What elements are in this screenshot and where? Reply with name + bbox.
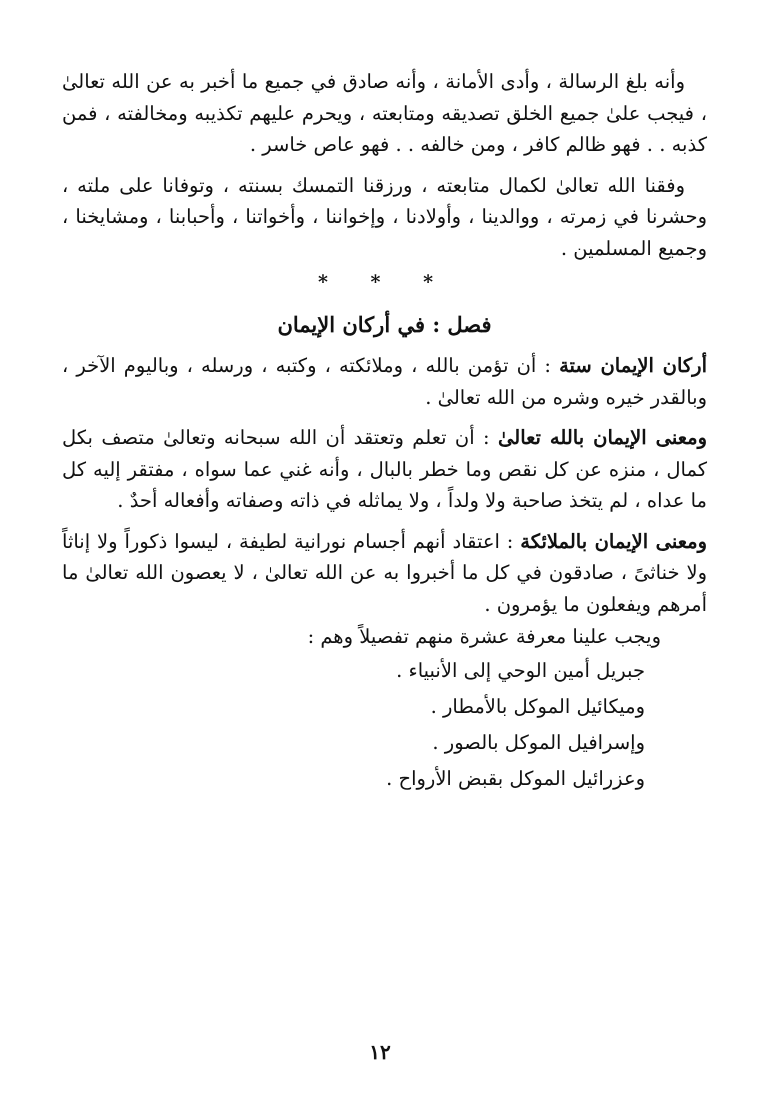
pillars-text: : أن تؤمن بالله ، وملائكته ، وكتبه ، ورسله ، وباليوم الآخر ، وبالقدر خيره وشره من الله تعالىٰ . [62,354,707,409]
section-heading: فصل : في أركان الإيمان [277,311,492,337]
faith-allah-text: : أن تعلم وتعتقد أن الله سبحانه وتعالىٰ متصف بكل كمال ، منزه عن كل نقص وما خطر بالبال ، وأنه غني عما سواه ، مفتقر إليه كل ما عداه ، لم يتخذ صاحبة ولا ولداً ، ولا يماثله في ذاته وصفاته وأفعاله أحدٌ . [62,426,707,512]
list-item: وميكائيل الموكل بالأمطار . [430,695,645,718]
section-separator: * * * [317,271,452,293]
page-number: ١٢ [369,1040,391,1064]
pillars-lead: أركان الإيمان ستة [559,354,707,377]
faith-angels-lead: ومعنى الإيمان بالملائكة [520,529,707,553]
paragraph-faith-in-allah [62,422,707,517]
angels-list [62,653,707,797]
paragraph-faith-in-angels [62,526,707,621]
page-body [62,66,707,797]
list-item: وعزرائيل الموكل بقبض الأرواح . [386,767,645,790]
faith-allah-lead: ومعنى الإيمان بالله تعالىٰ [498,426,707,449]
paragraph-prophet-message: وأنه بلغ الرسالة ، وأدى الأمانة ، وأنه صادق في جميع ما أخبر به عن الله تعالىٰ ، فيجب علىٰ جميع الخلق تصديقه ومتابعته ، ويحرم عليهم تكذيبه ومخالفته ، فمن كذبه . . فهو ظالم كافر ، ومن خالفه . . فهو عاص خاسر . [62,70,707,156]
list-item: جبريل أمين الوحي إلى الأنبياء . [396,659,645,682]
list-item: وإسرافيل الموكل بالصور . [432,731,645,754]
paragraph-pillars-of-faith [62,350,707,413]
paragraph-supplication: وفقنا الله تعالىٰ لكمال متابعته ، ورزقنا التمسك بسنته ، وتوفانا على ملته ، وحشرنا في زمرته ، ووالدينا ، وأولادنا ، وإخواننا ، وأخواتنا ، وأحبابنا ، ومشايخنا ، وجميع المسلمين . [62,173,707,260]
angels-intro: ويجب علينا معرفة عشرة منهم تفصيلاً وهم : [307,625,661,648]
faith-angels-text: : اعتقاد أنهم أجسام نورانية لطيفة ، ليسوا ذكوراً ولا إناثاً ولا خناثىً ، صادقون في كل ما أخبروا به عن الله تعالىٰ ، لا يعصون الله تعالىٰ ما أمرهم ويفعلون ما يؤمرون . [62,529,707,616]
